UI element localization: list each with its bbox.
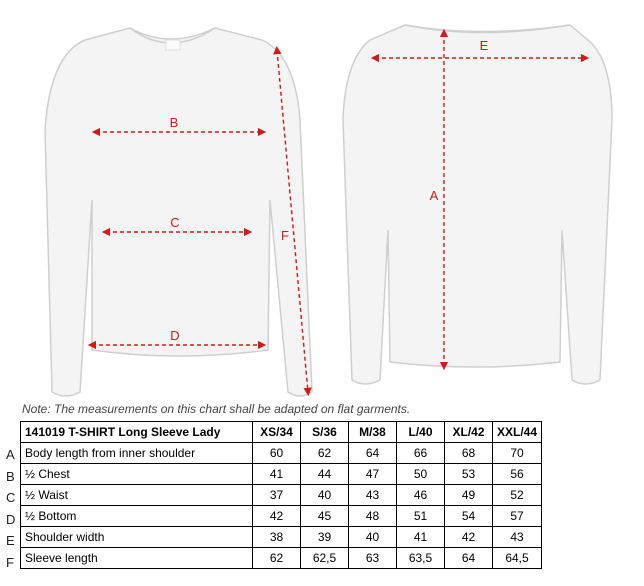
- cell-value: 70: [493, 443, 542, 464]
- cell-value: 50: [397, 464, 445, 485]
- cell-value: 60: [253, 443, 301, 464]
- cell-value: 43: [493, 527, 542, 548]
- cell-value: 40: [349, 527, 397, 548]
- cell-value: 43: [349, 485, 397, 506]
- row-letter: B: [6, 468, 15, 484]
- cell-value: 68: [445, 443, 493, 464]
- cell-value: 62: [301, 443, 349, 464]
- cell-value: 51: [397, 506, 445, 527]
- cell-value: 64,5: [493, 548, 542, 569]
- row-label: ½ Waist: [21, 485, 253, 506]
- measure-a-label: A: [429, 188, 439, 203]
- row-label: ½ Chest: [21, 464, 253, 485]
- measure-e-label: E: [479, 38, 489, 53]
- table-row: [21, 464, 542, 485]
- table-row: [21, 485, 542, 506]
- cell-value: 49: [445, 485, 493, 506]
- cell-value: 38: [253, 527, 301, 548]
- cell-value: 41: [253, 464, 301, 485]
- cell-value: 56: [493, 464, 542, 485]
- cell-value: 42: [253, 506, 301, 527]
- cell-value: 42: [445, 527, 493, 548]
- cell-value: 45: [301, 506, 349, 527]
- cell-value: 64: [349, 443, 397, 464]
- cell-value: 37: [253, 485, 301, 506]
- table-row: [21, 506, 542, 527]
- cell-value: 66: [397, 443, 445, 464]
- row-letter: C: [6, 490, 16, 506]
- cell-value: 40: [301, 485, 349, 506]
- row-letter-column: [6, 444, 20, 574]
- product-title: 141019 T-SHIRT Long Sleeve Lady: [21, 422, 253, 443]
- row-letter: D: [6, 511, 16, 527]
- cell-value: 64: [445, 548, 493, 569]
- cell-value: 62,5: [301, 548, 349, 569]
- cell-value: 57: [493, 506, 542, 527]
- measure-b-label: B: [169, 115, 179, 130]
- measure-c-label: C: [170, 215, 180, 230]
- cell-value: 63: [349, 548, 397, 569]
- cell-value: 52: [493, 485, 542, 506]
- row-label: Body length from inner shoulder: [21, 443, 253, 464]
- table-header-row: [21, 422, 542, 443]
- cell-value: 54: [445, 506, 493, 527]
- row-letter: E: [6, 533, 15, 549]
- cell-value: 44: [301, 464, 349, 485]
- size-header: XL/42: [445, 422, 493, 443]
- table-row: [21, 548, 542, 569]
- cell-value: 47: [349, 464, 397, 485]
- cell-value: 39: [301, 527, 349, 548]
- cell-value: 46: [397, 485, 445, 506]
- cell-value: 62: [253, 548, 301, 569]
- cell-value: 48: [349, 506, 397, 527]
- table-row: [21, 527, 542, 548]
- row-letter: A: [6, 447, 15, 462]
- measure-d-label: D: [170, 328, 180, 343]
- row-letter: F: [6, 554, 14, 570]
- cell-value: 41: [397, 527, 445, 548]
- cell-value: 53: [445, 464, 493, 485]
- size-header: XS/34: [253, 422, 301, 443]
- size-chart-table: [20, 421, 542, 569]
- measure-f-label: F: [281, 228, 289, 243]
- table-row: [21, 443, 542, 464]
- size-header: M/38: [349, 422, 397, 443]
- back-shirt: [343, 25, 612, 384]
- row-label: ½ Bottom: [21, 506, 253, 527]
- cell-value: 63,5: [397, 548, 445, 569]
- size-header: S/36: [301, 422, 349, 443]
- row-label: Shoulder width: [21, 527, 253, 548]
- measurement-note: Note: The measurements on this chart shall be adapted on flat garments.: [22, 402, 411, 416]
- size-header: XXL/44: [493, 422, 542, 443]
- size-header: L/40: [397, 422, 445, 443]
- row-label: Sleeve length: [21, 548, 253, 569]
